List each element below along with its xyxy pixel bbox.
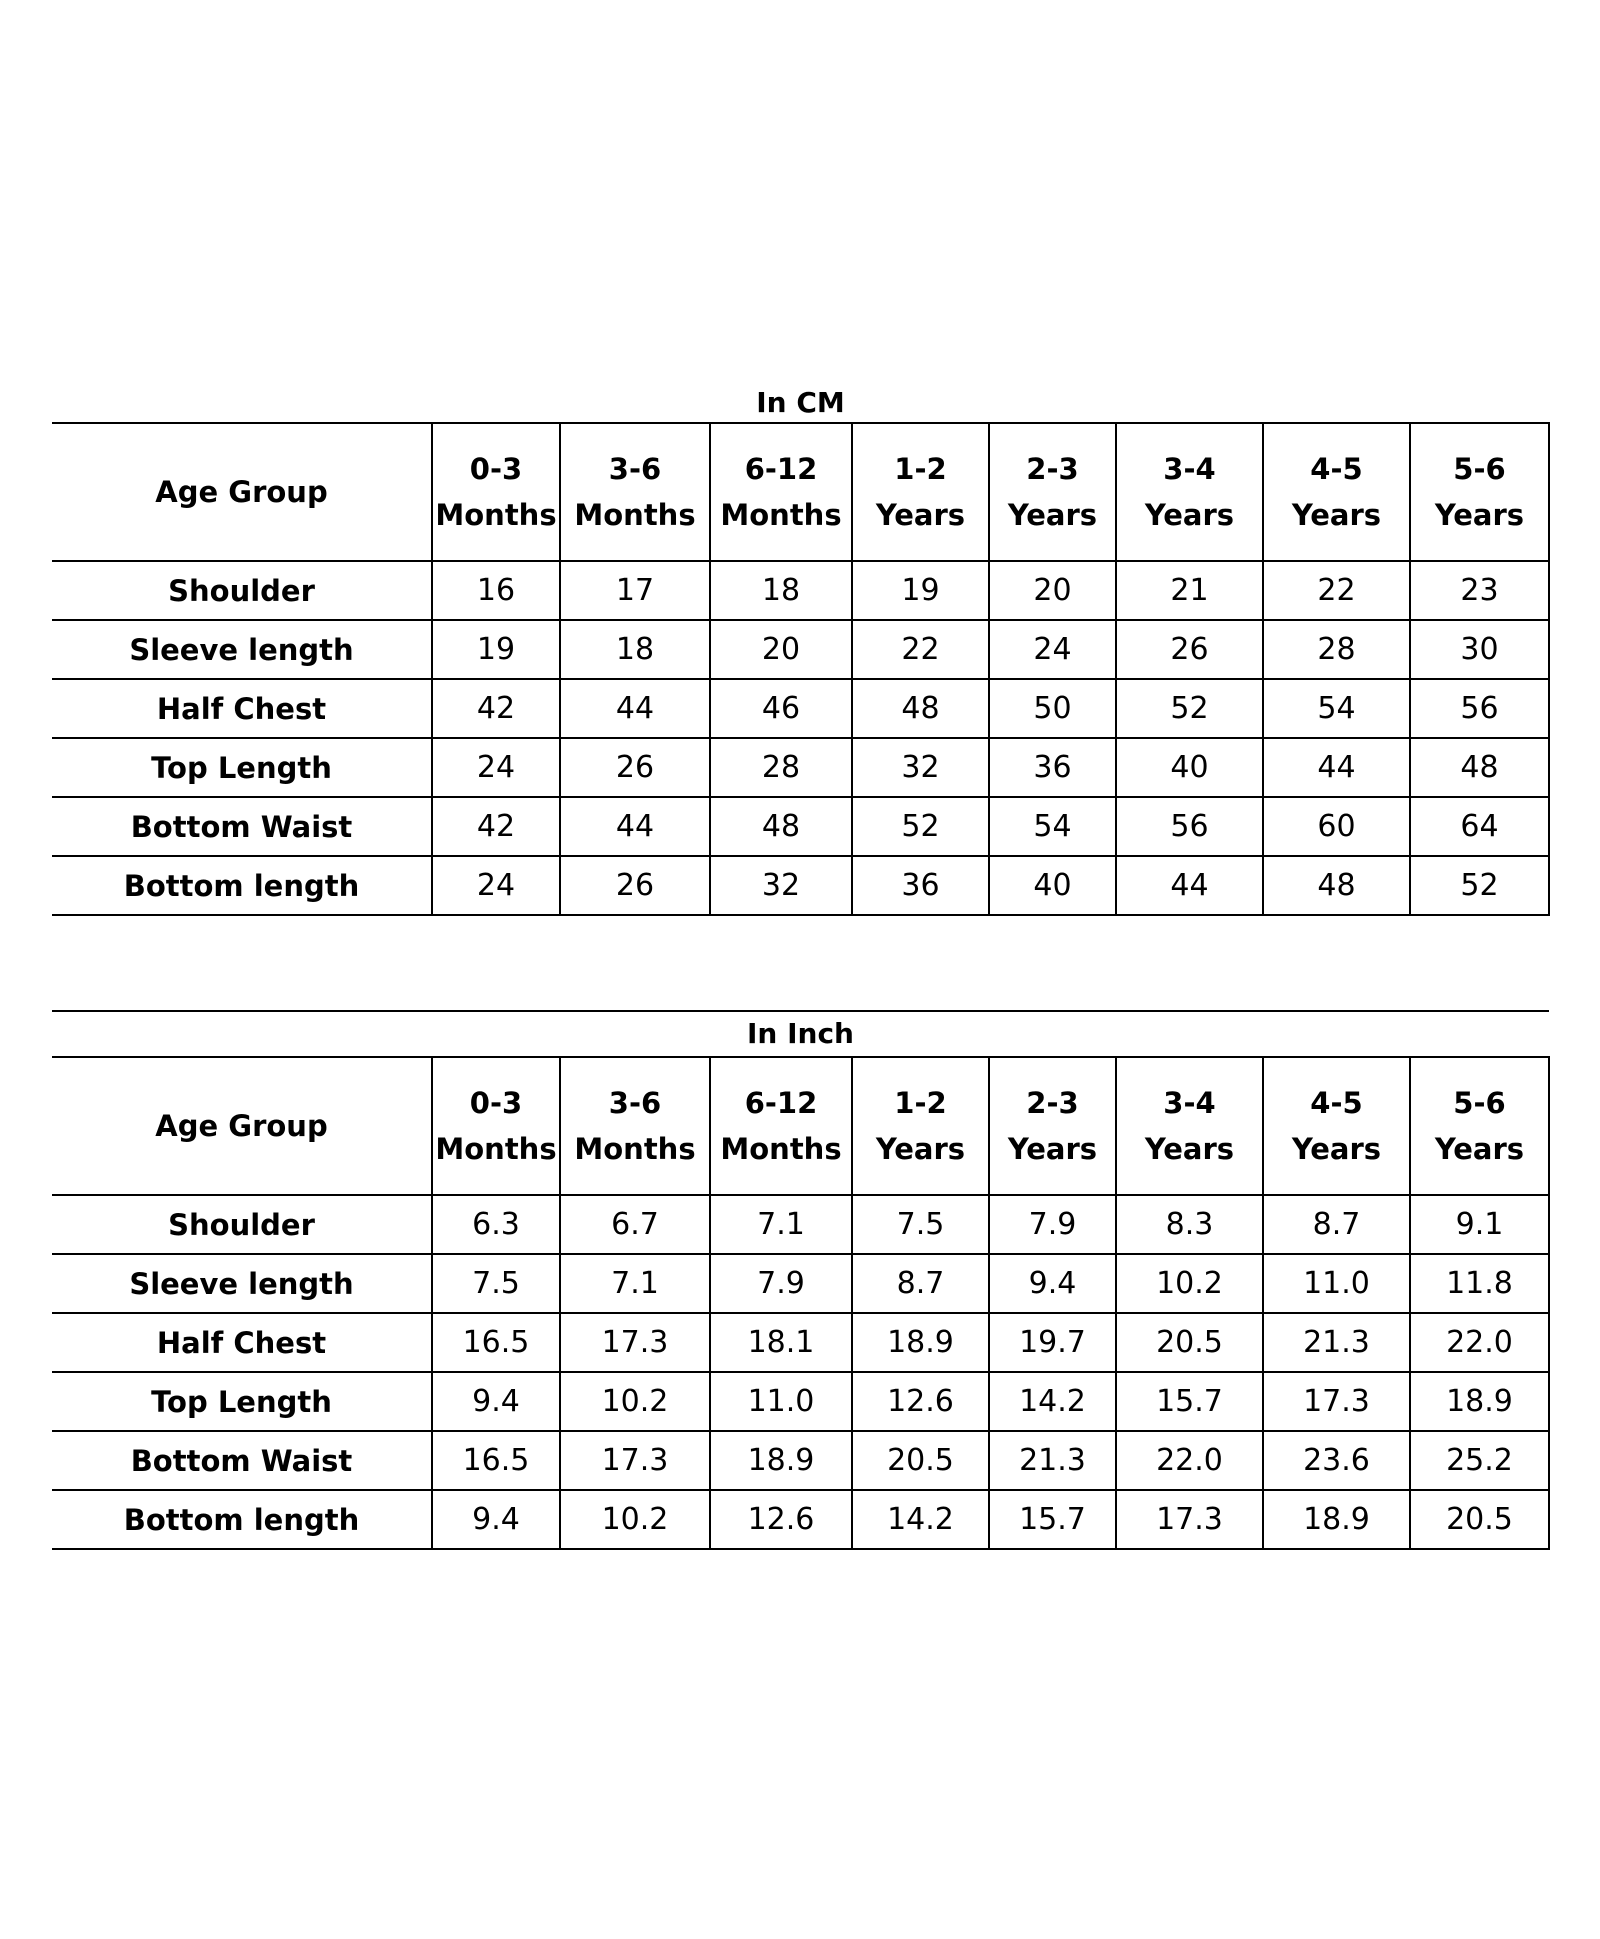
column-header-line: Years (1434, 1132, 1525, 1166)
column-header (710, 1057, 852, 1195)
table-cell: 20.5 (1410, 1490, 1549, 1549)
table-caption: In CM (756, 386, 845, 419)
column-header (1410, 423, 1549, 561)
size-table (52, 1056, 1550, 1550)
table-cell: 17.3 (560, 1431, 710, 1490)
table-cell: 9.4 (989, 1254, 1116, 1313)
table-cell: 16.5 (432, 1313, 560, 1372)
column-header-line: Years (1291, 1132, 1382, 1166)
table-cell: 30 (1410, 620, 1549, 679)
column-header-line: 4-5 (1310, 1086, 1363, 1120)
table-cell: 18.1 (710, 1313, 852, 1372)
table-cell: 7.1 (560, 1254, 710, 1313)
column-header (989, 423, 1116, 561)
table-row (52, 1195, 1549, 1254)
table-cell: 7.1 (710, 1195, 852, 1254)
table-cell: 17.3 (1116, 1490, 1263, 1549)
table-cell: 20.5 (1116, 1313, 1263, 1372)
column-header-line: 2-3 (1026, 452, 1079, 486)
table-row (52, 561, 1549, 620)
table-cell: 40 (1116, 738, 1263, 797)
table-cell: 18.9 (852, 1313, 989, 1372)
table-cell: 12.6 (852, 1372, 989, 1431)
table-cell: 54 (1263, 679, 1410, 738)
table-cell: 32 (710, 856, 852, 915)
table-cell: 15.7 (1116, 1372, 1263, 1431)
header-row (52, 423, 1549, 561)
table-cell: 44 (1116, 856, 1263, 915)
table-cell: 8.3 (1116, 1195, 1263, 1254)
table-cell: 42 (432, 679, 560, 738)
column-header (432, 423, 560, 561)
table-cell: 24 (432, 856, 560, 915)
column-header (560, 1057, 710, 1195)
table-cell: 44 (560, 797, 710, 856)
table-cell: 36 (989, 738, 1116, 797)
header-label: Age Group (52, 423, 432, 561)
table-cell: 48 (852, 679, 989, 738)
column-header-line: 1-2 (894, 452, 947, 486)
table-cell: 44 (560, 679, 710, 738)
column-header-line: Years (875, 498, 966, 532)
table-row (52, 1254, 1549, 1313)
table-cell: 48 (710, 797, 852, 856)
table-row (52, 738, 1549, 797)
column-header-line: 3-6 (608, 452, 662, 486)
table-cell: 7.9 (989, 1195, 1116, 1254)
row-label: Bottom length (52, 856, 432, 915)
table-row (52, 797, 1549, 856)
table-cell: 22 (1263, 561, 1410, 620)
table-cell: 48 (1410, 738, 1549, 797)
column-header-line: Years (1291, 498, 1382, 532)
column-header (1263, 423, 1410, 561)
table-cell: 18 (710, 561, 852, 620)
column-header-line: 3-4 (1163, 1086, 1216, 1120)
table-cell: 18.9 (1263, 1490, 1410, 1549)
column-header-line: 6-12 (744, 452, 818, 486)
table-cell: 28 (710, 738, 852, 797)
table-cell: 26 (560, 738, 710, 797)
column-header-line: 4-5 (1310, 452, 1363, 486)
table-cell: 10.2 (560, 1372, 710, 1431)
column-header-line: Years (1434, 498, 1525, 532)
row-label: Half Chest (52, 679, 432, 738)
table-cell: 60 (1263, 797, 1410, 856)
column-header-line: Months (574, 498, 696, 532)
column-header (852, 1057, 989, 1195)
column-header-line: Months (574, 1132, 696, 1166)
table-cell: 22.0 (1410, 1313, 1549, 1372)
table-cell: 26 (560, 856, 710, 915)
column-header-line: Years (1144, 1132, 1235, 1166)
table-cell: 52 (1116, 679, 1263, 738)
size-chart-cm (52, 384, 1549, 916)
table-cell: 19 (432, 620, 560, 679)
table-cell: 56 (1116, 797, 1263, 856)
column-header-line: Months (720, 1132, 842, 1166)
table-cell: 52 (852, 797, 989, 856)
table-cell: 21.3 (989, 1431, 1116, 1490)
column-header (710, 423, 852, 561)
table-cell: 24 (432, 738, 560, 797)
column-header-line: 0-3 (469, 452, 523, 486)
row-label: Half Chest (52, 1313, 432, 1372)
table-cell: 26 (1116, 620, 1263, 679)
row-label: Bottom length (52, 1490, 432, 1549)
row-label: Bottom Waist (52, 1431, 432, 1490)
row-label: Top Length (52, 738, 432, 797)
table-cell: 20 (989, 561, 1116, 620)
table-cell: 10.2 (1116, 1254, 1263, 1313)
row-label: Bottom Waist (52, 797, 432, 856)
column-header-line: Years (1007, 1132, 1098, 1166)
table-cell: 18.9 (1410, 1372, 1549, 1431)
column-header-line: 2-3 (1026, 1086, 1079, 1120)
column-header-line: 3-6 (608, 1086, 662, 1120)
table-cell: 16 (432, 561, 560, 620)
table-cell: 9.4 (432, 1490, 560, 1549)
table-row (52, 679, 1549, 738)
table-cell: 40 (989, 856, 1116, 915)
table-cell: 44 (1263, 738, 1410, 797)
table-cell: 42 (432, 797, 560, 856)
column-header (560, 423, 710, 561)
table-cell: 28 (1263, 620, 1410, 679)
table-row (52, 1490, 1549, 1549)
table-row (52, 1431, 1549, 1490)
table-row (52, 620, 1549, 679)
column-header (989, 1057, 1116, 1195)
table-cell: 15.7 (989, 1490, 1116, 1549)
table-cell: 17.3 (560, 1313, 710, 1372)
table-cell: 20 (710, 620, 852, 679)
table-row (52, 1313, 1549, 1372)
table-cell: 52 (1410, 856, 1549, 915)
table-cell: 8.7 (852, 1254, 989, 1313)
table-cell: 23 (1410, 561, 1549, 620)
row-label: Sleeve length (52, 1254, 432, 1313)
row-label: Top Length (52, 1372, 432, 1431)
table-cell: 22 (852, 620, 989, 679)
table-cell: 23.6 (1263, 1431, 1410, 1490)
table-cell: 7.5 (852, 1195, 989, 1254)
table-cell: 14.2 (989, 1372, 1116, 1431)
table-cell: 9.4 (432, 1372, 560, 1431)
table-cell: 32 (852, 738, 989, 797)
column-header-line: Months (435, 498, 557, 532)
table-cell: 24 (989, 620, 1116, 679)
table-cell: 54 (989, 797, 1116, 856)
column-header-line: Years (875, 1132, 966, 1166)
row-label: Shoulder (52, 1195, 432, 1254)
table-cell: 21.3 (1263, 1313, 1410, 1372)
column-header-line: Months (720, 498, 842, 532)
table-cell: 18.9 (710, 1431, 852, 1490)
table-cell: 20.5 (852, 1431, 989, 1490)
column-header (852, 423, 989, 561)
size-chart-inch (52, 1010, 1549, 1550)
table-cell: 7.9 (710, 1254, 852, 1313)
column-header (1263, 1057, 1410, 1195)
table-cell: 50 (989, 679, 1116, 738)
row-label: Shoulder (52, 561, 432, 620)
table-cell: 19.7 (989, 1313, 1116, 1372)
column-header-line: 0-3 (469, 1086, 523, 1120)
column-header-line: 6-12 (744, 1086, 818, 1120)
row-label: Sleeve length (52, 620, 432, 679)
column-header-line: Years (1007, 498, 1098, 532)
size-table (52, 422, 1550, 916)
column-header-line: Months (435, 1132, 557, 1166)
table-cell: 19 (852, 561, 989, 620)
table-cell: 36 (852, 856, 989, 915)
table-row (52, 856, 1549, 915)
table-cell: 10.2 (560, 1490, 710, 1549)
column-header-line: 1-2 (894, 1086, 947, 1120)
table-cell: 8.7 (1263, 1195, 1410, 1254)
table-cell: 6.7 (560, 1195, 710, 1254)
table-cell: 12.6 (710, 1490, 852, 1549)
column-header (432, 1057, 560, 1195)
header-label: Age Group (52, 1057, 432, 1195)
table-cell: 18 (560, 620, 710, 679)
column-header (1410, 1057, 1549, 1195)
column-header (1116, 423, 1263, 561)
table-cell: 56 (1410, 679, 1549, 738)
table-cell: 17 (560, 561, 710, 620)
column-header-line: Years (1144, 498, 1235, 532)
table-caption: In Inch (52, 1010, 1549, 1056)
table-cell: 64 (1410, 797, 1549, 856)
column-header-line: 5-6 (1453, 1086, 1506, 1120)
column-header-line: 3-4 (1163, 452, 1216, 486)
header-row (52, 1057, 1549, 1195)
table-cell: 11.0 (1263, 1254, 1410, 1313)
column-header-line: 5-6 (1453, 452, 1506, 486)
column-header (1116, 1057, 1263, 1195)
table-cell: 14.2 (852, 1490, 989, 1549)
table-cell: 9.1 (1410, 1195, 1549, 1254)
table-cell: 21 (1116, 561, 1263, 620)
table-cell: 11.8 (1410, 1254, 1549, 1313)
table-cell: 46 (710, 679, 852, 738)
table-cell: 6.3 (432, 1195, 560, 1254)
table-cell: 16.5 (432, 1431, 560, 1490)
table-cell: 17.3 (1263, 1372, 1410, 1431)
table-cell: 11.0 (710, 1372, 852, 1431)
table-cell: 7.5 (432, 1254, 560, 1313)
table-cell: 25.2 (1410, 1431, 1549, 1490)
table-row (52, 1372, 1549, 1431)
table-cell: 48 (1263, 856, 1410, 915)
table-cell: 22.0 (1116, 1431, 1263, 1490)
